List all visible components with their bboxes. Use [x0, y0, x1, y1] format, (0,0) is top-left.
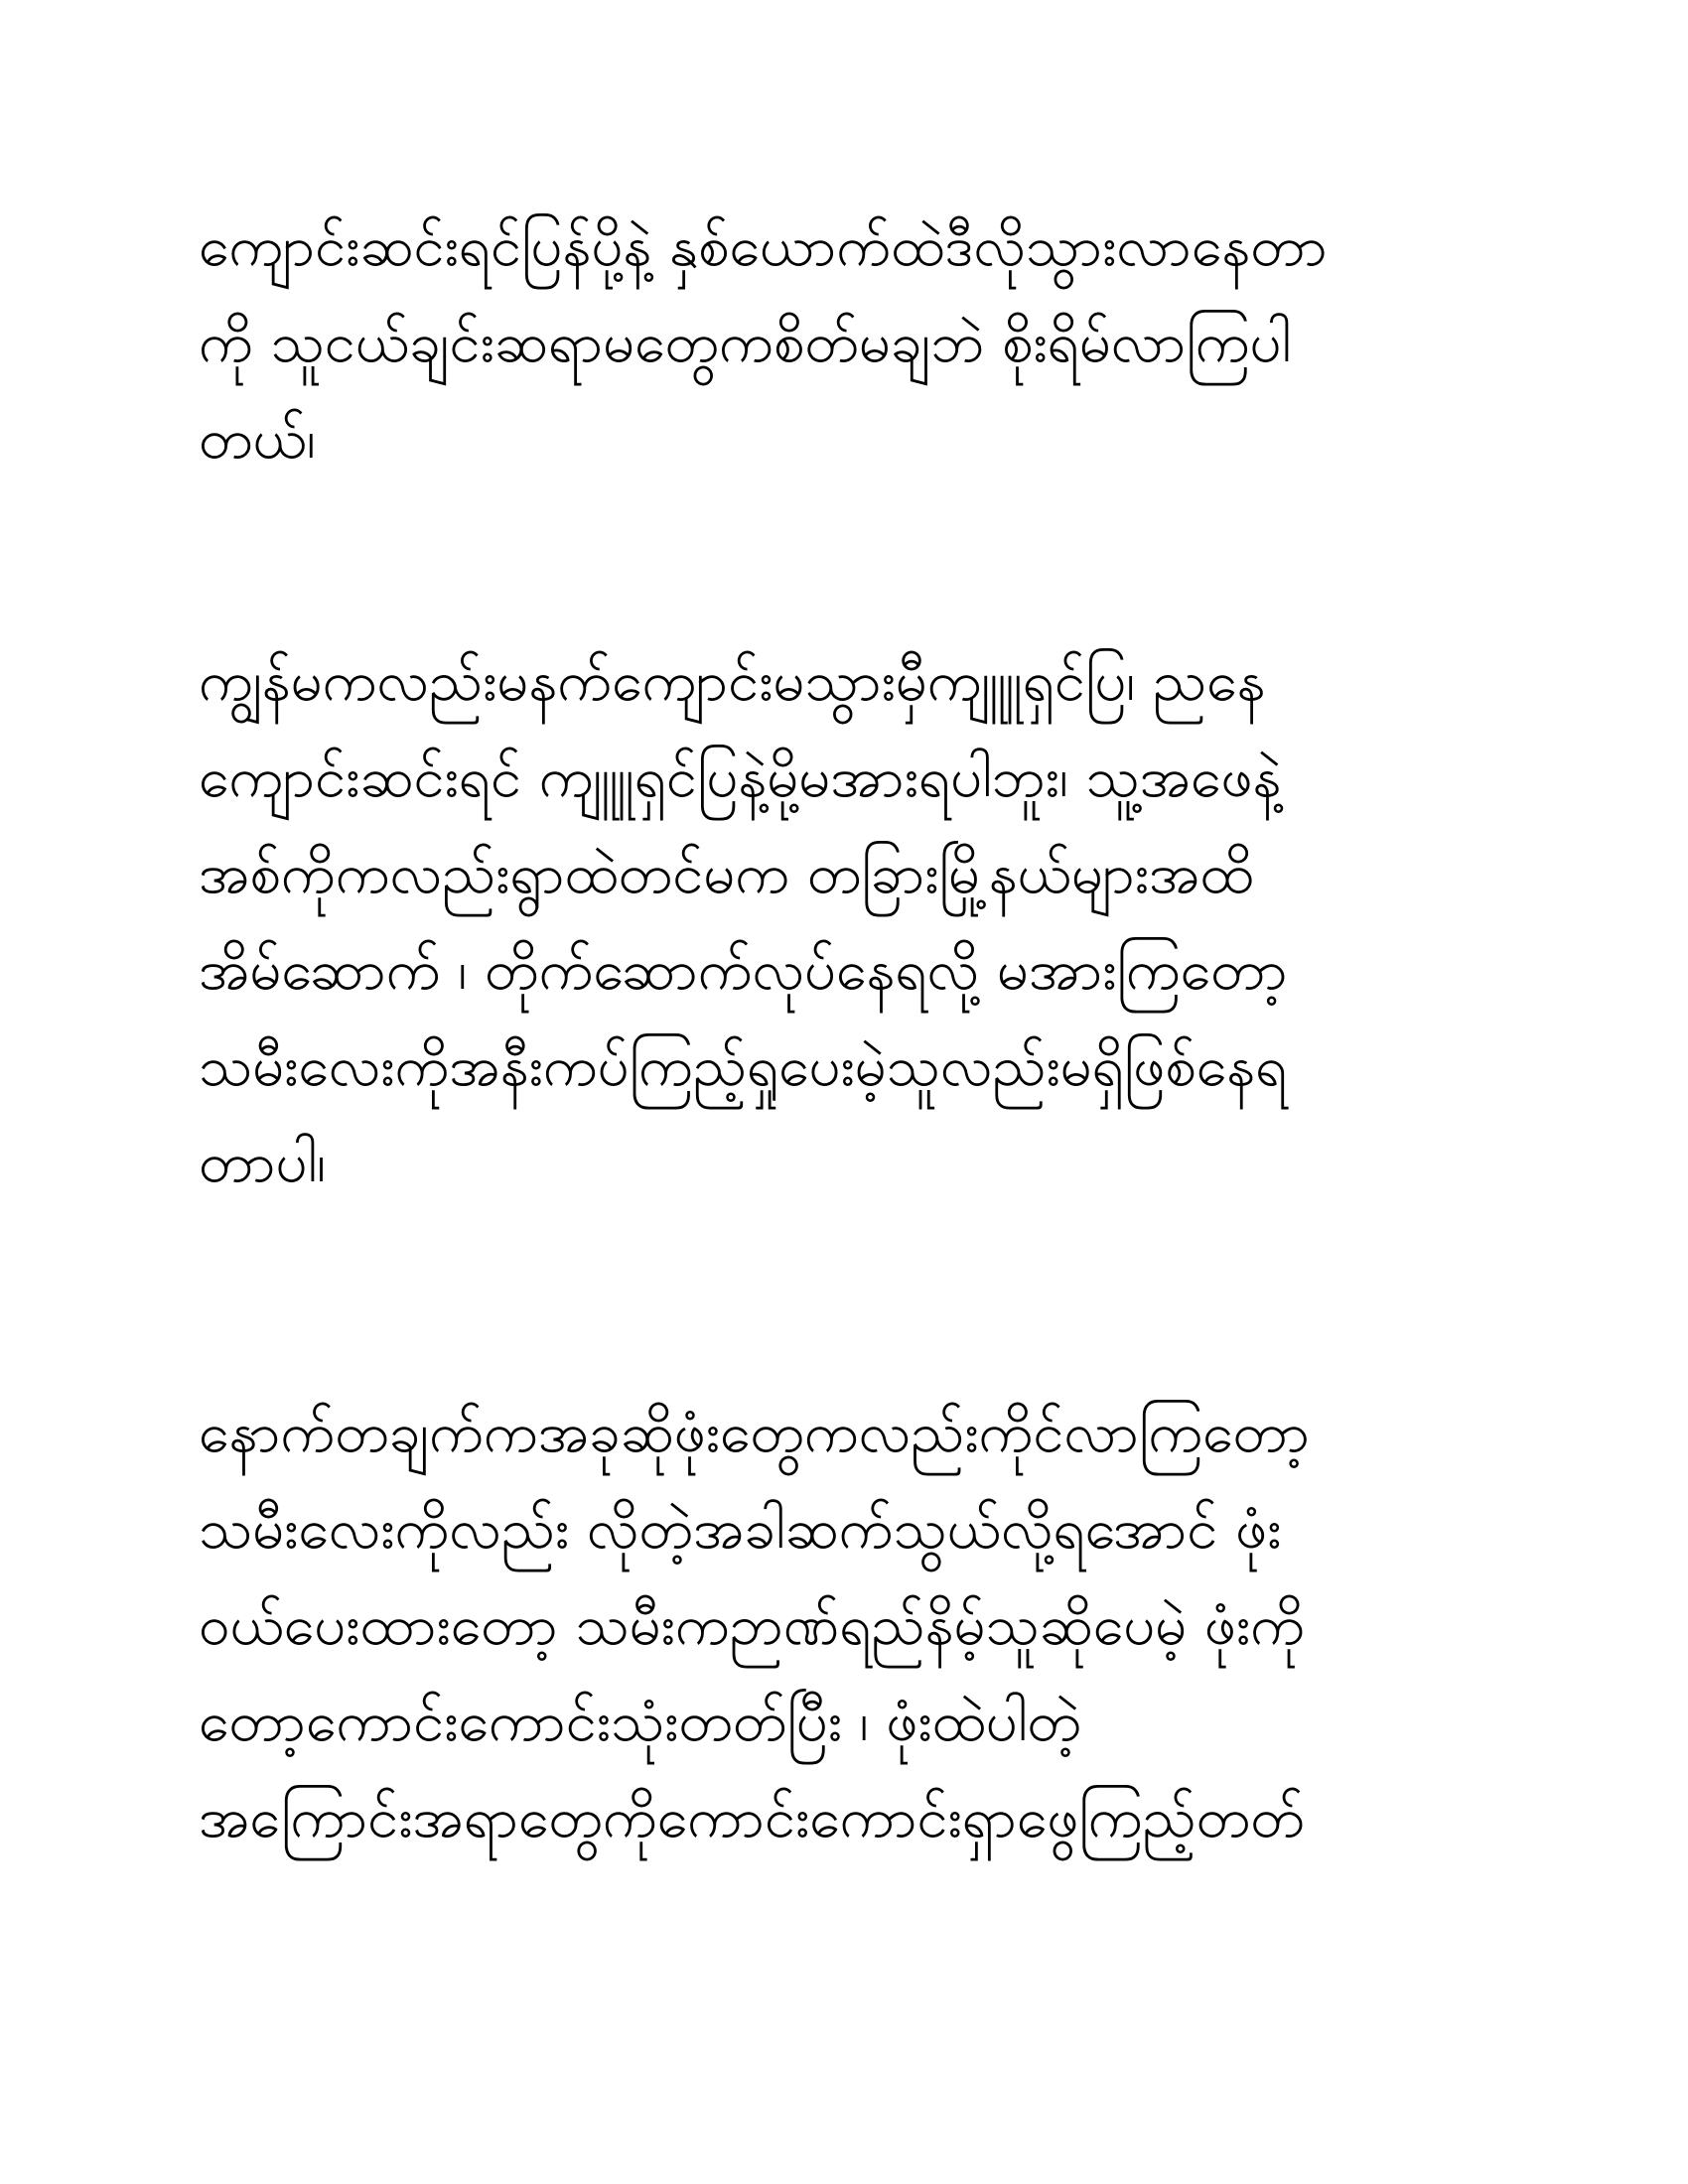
- text-line: ကျောင်းဆင်းရင်ပြန်ပို့နဲ့ နှစ်ယောက်ထဲဒီလိုသွားလာနေတာ: [199, 214, 1328, 279]
- text-line: တော့ကောင်းကောင်းသုံးတတ်ပြီး ၊ ဖုံးထဲပါတဲ့: [199, 1690, 1081, 1754]
- text-line: သမီးလေးကိုအနီးကပ်ကြည့်ရှုပေးမဲ့သူလည်းမရှိဖြစ်နေရ: [199, 1034, 1288, 1099]
- paragraph-2: [199, 633, 1489, 1211]
- text-line: ဝယ်ပေးထားတော့ သမီးကဉာဏ်ရည်နိမ့်သူဆိုပေမဲ့ ဖုံးကို: [199, 1593, 1305, 1658]
- paragraph-1: [199, 199, 1489, 487]
- text-line: တယ်၊: [199, 407, 316, 472]
- text-line: ကို သူငယ်ချင်းဆရာမတွေကစိတ်မချဘဲ စိုးရိမ်လာကြပါ: [199, 311, 1292, 375]
- text-line: ကျောင်းဆင်းရင် ကျူူရှင်ပြနဲ့မို့မအားရပါဘူး၊ သူ့အဖေနဲ့: [199, 746, 1282, 810]
- text-line: ကျွန်မကလည်းမနက်ကျောင်းမသွားမှီကျူူရှင်ပြ၊ ညနေ: [199, 649, 1266, 714]
- text-line: အိမ်ဆောက် ၊ တိုက်ဆောက်လုပ်နေရလို့ မအားကြတော့: [199, 938, 1288, 1003]
- text-line: နောက်တချက်ကအခုဆိုဖုံးတွေကလည်းကိုင်လာကြတော့: [199, 1401, 1311, 1465]
- text-line: အစ်ကိုကလည်းရွာထဲတင်မက တခြားမြို့နယ်များအထိ: [199, 842, 1254, 906]
- paragraph-3: [199, 1385, 1489, 1866]
- text-line: တာပါ၊: [199, 1131, 327, 1195]
- text-line: သမီးလေးကိုလည်း လိုတဲ့အခါဆက်သွယ်လို့ရအောင် ဖုံး: [199, 1497, 1282, 1562]
- text-line: အကြောင်းအရာတွေကိုကောင်းကောင်းရှာဖွေကြည့်တတ်: [199, 1786, 1305, 1850]
